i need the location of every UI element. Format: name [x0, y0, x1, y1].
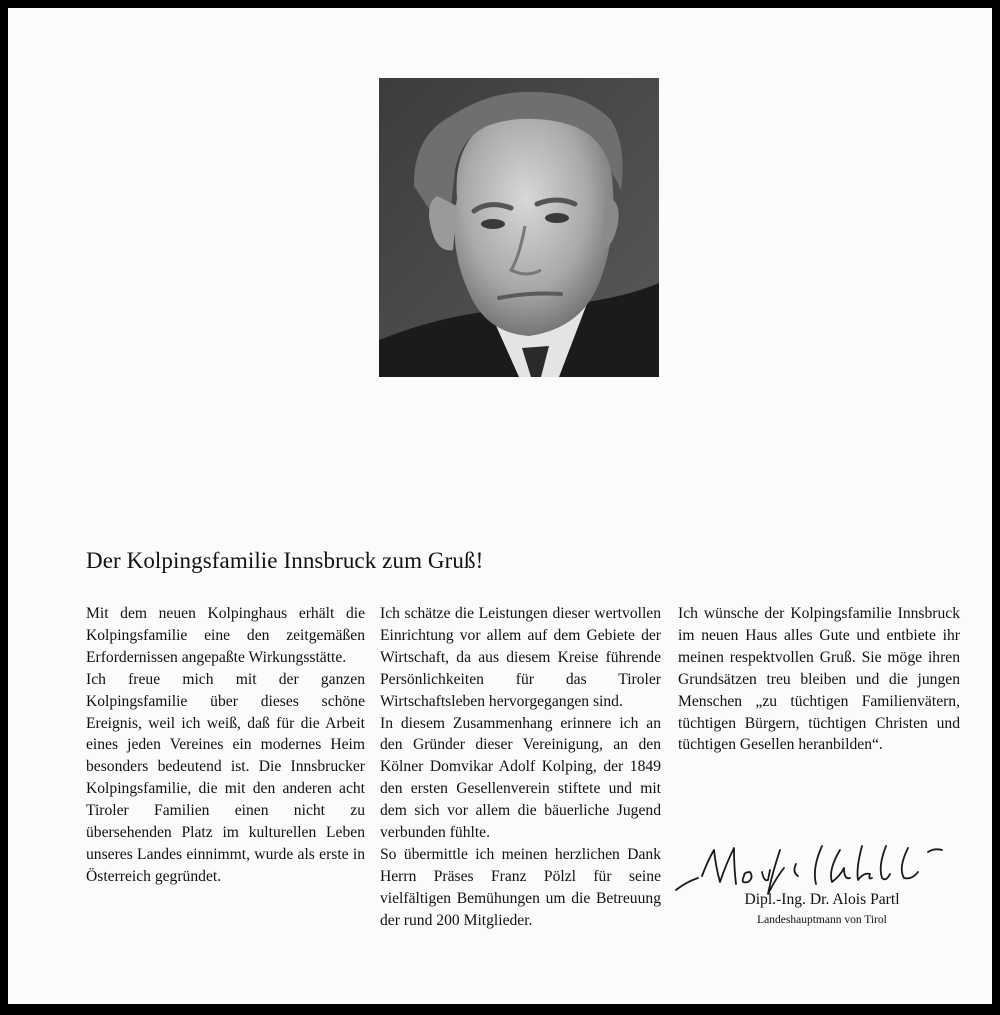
- portrait-photo: [379, 78, 659, 377]
- text-column-3: [678, 603, 960, 756]
- paragraph: Ich freue mich mit der ganzen Kolpingsfamilie über dieses schöne Ereignis, weil ich weiß, daß für die Arbeit eines jeden Vereines ein modernes Heim besonders bedeutend ist. Die Innsbrucker Kolpingsfamilie, die mit den anderen acht Tiroler Familien einen nicht zu übersehenden Platz im kulturellen Leben unseres Landes einnimmt, wurde als erste in Österreich gegründet.: [86, 670, 365, 885]
- signatory-title: Landeshauptmann von Tirol: [757, 914, 887, 926]
- handwritten-signature: [672, 838, 962, 898]
- text-column-1: [86, 603, 365, 888]
- paragraph: So übermittle ich meinen herzlichen Dank Herrn Präses Franz Pölzl für seine vielfältigen Bemühungen um die Betreuung der rund 200 Mitglieder.: [380, 845, 661, 929]
- paragraph: Ich schätze die Leistungen dieser wertvollen Einrichtung vor allem auf dem Gebiete der Wirtschaft, da aus diesem Kreise führende Persönlichkeiten für das Tiroler Wirtschaftsleben hervorgegangen sind.: [380, 605, 661, 710]
- text-column-2: [380, 603, 661, 932]
- page-title: Der Kolpingsfamilie Innsbruck zum Gruß!: [86, 548, 484, 573]
- paragraph: Ich wünsche der Kolpingsfamilie Innsbruck im neuen Haus alles Gute und entbiete ihr meinen respektvollen Gruß. Sie möge ihren Grundsätzen treu bleiben und die jungen Menschen „zu tüchtigen Familienvätern, tüchtigen Bürgern, tüchtigen Christen und tüchtigen Gesellen heranbilden“.: [678, 605, 960, 754]
- paragraph: In diesem Zusammenhang erinnere ich an den Gründer dieser Vereinigung, an den Kölner Domvikar Adolf Kolping, der 1849 den ersten Gesellenverein stiftete und mit dem sich vor allem die bäuerliche Jugend verbunden fühlte.: [380, 714, 661, 842]
- signatory-name: Dipl.-Ing. Dr. Alois Partl: [744, 891, 900, 908]
- paragraph: Mit dem neuen Kolpinghaus erhält die Kolpingsfamilie eine den zeitgemäßen Erfordernissen angepaßte Wirkungsstätte.: [86, 605, 365, 666]
